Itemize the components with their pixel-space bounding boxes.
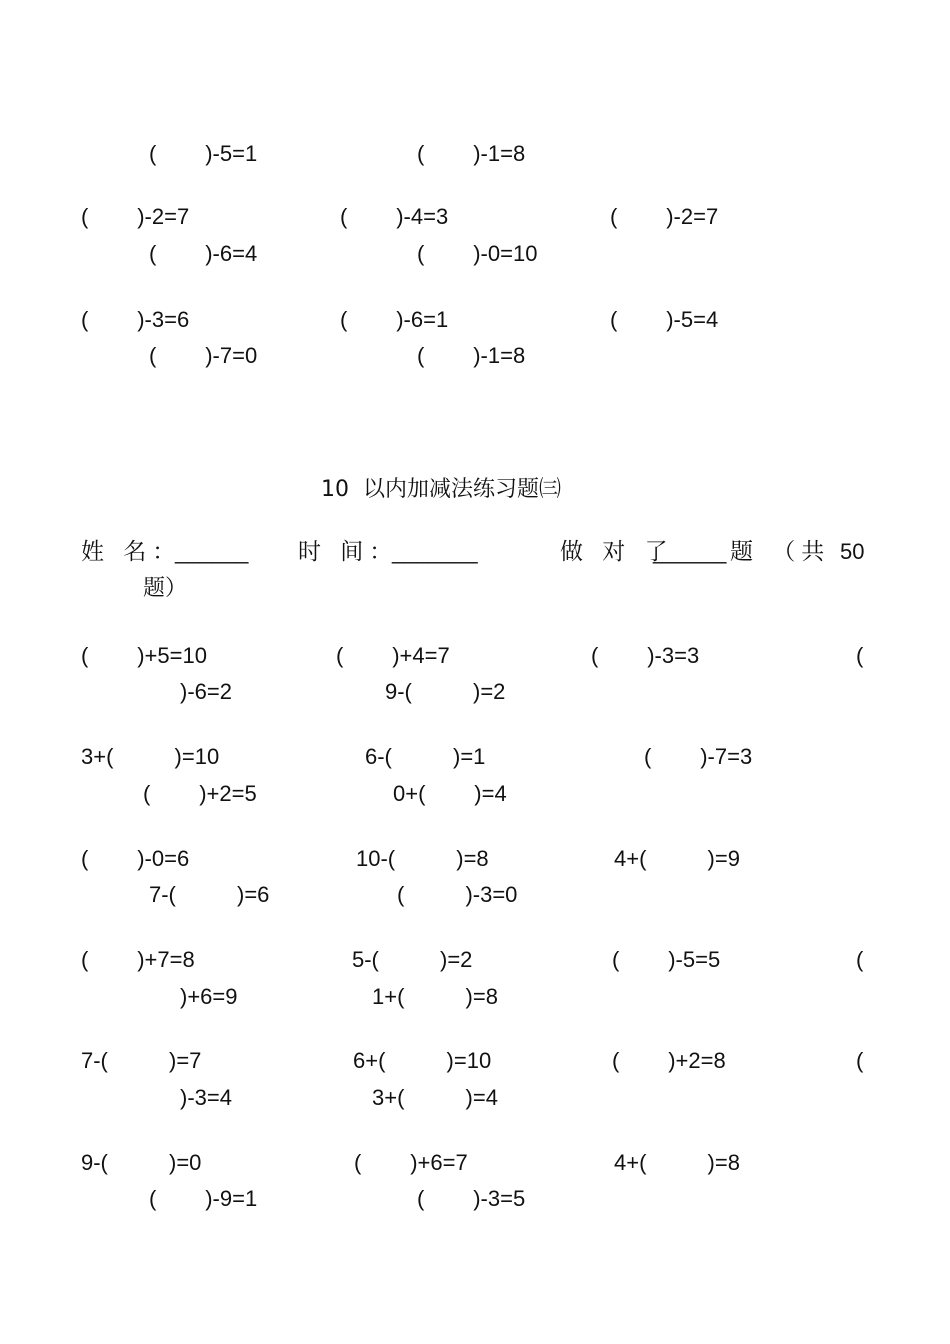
problem: ( )+4=7 (336, 643, 450, 668)
name-blank[interactable]: ______ (175, 539, 249, 564)
name-label: 姓 名： (81, 539, 182, 565)
problem: ( )-5=1 (149, 141, 258, 166)
time-label: 时 间： (298, 539, 399, 565)
problem: )-3=4 (180, 1085, 232, 1110)
problem: 7-( )=6 (149, 882, 270, 907)
problem: 6+( )=10 (353, 1048, 492, 1073)
page-title: 10 以内加减法练习题㈢ (321, 477, 561, 502)
problem: ( )-5=4 (610, 307, 719, 332)
problem: ( )-9=1 (149, 1186, 258, 1211)
problem: ( )-6=1 (340, 307, 449, 332)
problem: 4+( )=9 (614, 846, 740, 871)
problem: ( )-3=5 (417, 1186, 526, 1211)
problem: ( )-2=7 (81, 204, 190, 229)
problem: 9-( )=0 (81, 1150, 202, 1175)
problem: ( )+2=5 (143, 781, 257, 806)
problem: ( )-1=8 (417, 343, 526, 368)
problem: ( (856, 1048, 864, 1073)
problem: ( )+5=10 (81, 643, 207, 668)
problem: ( )-4=3 (340, 204, 449, 229)
problem: ( (856, 643, 864, 668)
problem: ( )-0=10 (417, 241, 538, 266)
problem: ( )-0=6 (81, 846, 190, 871)
time-blank[interactable]: _______ (392, 539, 478, 564)
problem: 6-( )=1 (365, 744, 486, 769)
problem: ( (856, 947, 864, 972)
problem: ( )-7=3 (644, 744, 753, 769)
problem: 3+( )=10 (81, 744, 220, 769)
correct-label: 做 对 了 (560, 539, 674, 565)
problem: ( )-3=6 (81, 307, 190, 332)
problem: 4+( )=8 (614, 1150, 740, 1175)
problem: ( )+2=8 (612, 1048, 726, 1073)
problem: ( )-1=8 (417, 141, 526, 166)
problem: 9-( )=2 (385, 679, 506, 704)
problem: ( )-5=5 (612, 947, 721, 972)
problem: 10-( )=8 (356, 846, 489, 871)
problem: 7-( )=7 (81, 1048, 202, 1073)
problem: 0+( )=4 (393, 781, 507, 806)
problem: 3+( )=4 (372, 1085, 498, 1110)
problem: ( )-3=0 (397, 882, 518, 907)
problem: ( )+6=7 (354, 1150, 468, 1175)
correct-suffix: 题 （共 (730, 539, 831, 565)
header-wrap: 题） (143, 576, 188, 601)
problem: ( )+7=8 (81, 947, 195, 972)
problem: )-6=2 (180, 679, 232, 704)
problem: )+6=9 (180, 984, 238, 1009)
problem: 5-( )=2 (352, 947, 473, 972)
correct-blank[interactable]: ______ (653, 539, 727, 564)
problem: ( )-3=3 (591, 643, 700, 668)
problem: 1+( )=8 (372, 984, 498, 1009)
problem: ( )-7=0 (149, 343, 258, 368)
total-count: 50 (840, 539, 865, 564)
problem: ( )-6=4 (149, 241, 258, 266)
problem: ( )-2=7 (610, 204, 719, 229)
